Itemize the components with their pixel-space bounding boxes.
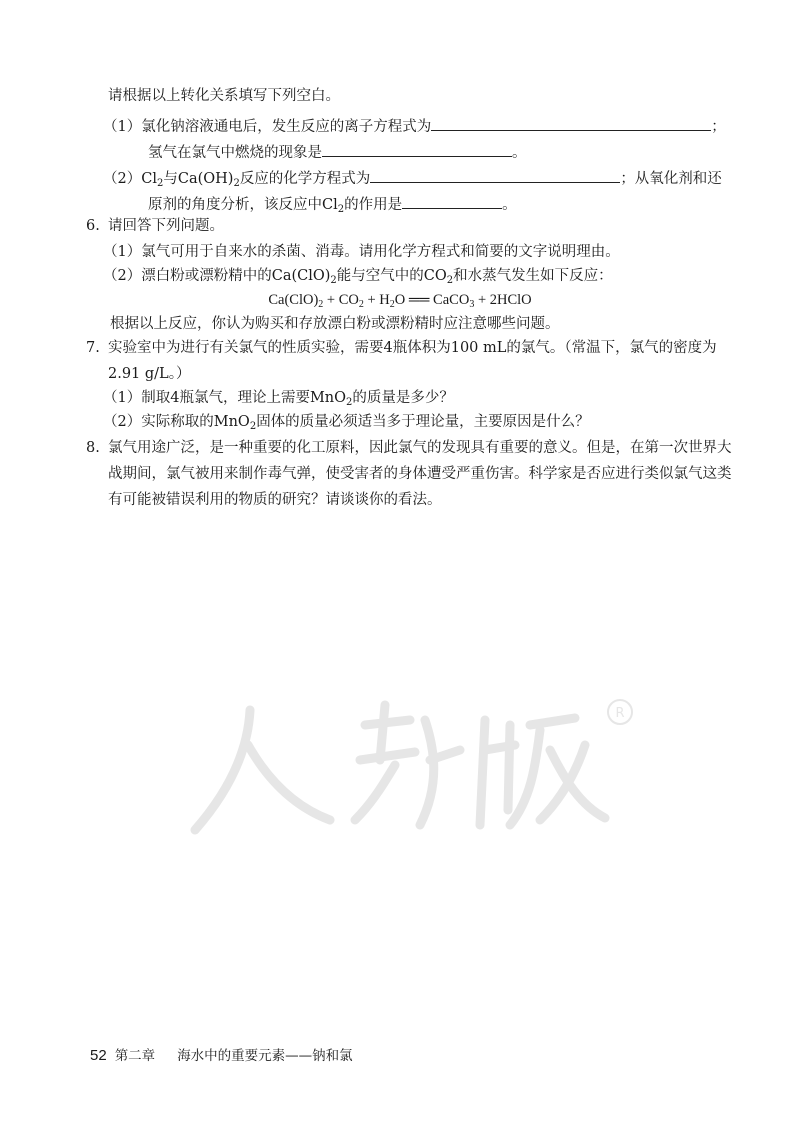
answer-blank-chemical-equation[interactable] — [370, 166, 620, 183]
q6-reaction-equation — [0, 290, 800, 310]
page-footer — [90, 1044, 353, 1064]
answer-blank-combustion-phenomenon[interactable] — [322, 140, 512, 157]
q5-part1-line1 — [103, 114, 726, 137]
q6-part2-text1: （2）漂白粉或漂粉精中的Ca(ClO) — [103, 268, 331, 284]
q8-line3: 有可能被错误利用的物质的研究？请谈谈你的看法。 — [108, 492, 442, 508]
q7-part1 — [103, 388, 454, 408]
q5-part1-period: 。 — [512, 145, 527, 161]
svg-text:R: R — [615, 706, 625, 721]
q5-part2-sub2: 2 — [233, 178, 240, 189]
answer-blank-cl2-role[interactable] — [402, 192, 502, 209]
q7-part2 — [103, 412, 590, 432]
chapter-title: 海水中的重要元素——钠和氯 — [177, 1048, 353, 1064]
publisher-watermark-logo — [180, 690, 640, 840]
q7-part1-text1: （1）制取4瓶氯气，理论上需要MnO — [103, 390, 347, 406]
q5-part1-semicolon: ； — [711, 119, 726, 135]
intro-text: 请根据以上转化关系填写下列空白。 — [108, 88, 340, 104]
q7-part2-sub: 2 — [249, 421, 257, 432]
q7-part1-sub: 2 — [346, 397, 353, 408]
q5-part1-label: （1） — [103, 119, 142, 135]
q8-number: 8. — [86, 440, 100, 456]
q6-part2-sub1: 2 — [330, 275, 337, 286]
q5-part2-line2 — [148, 192, 517, 215]
q8-line2: 战期间，氯气被用来制作毒气弹，使受害者的身体遭受严重伤害。科学家是否应进行类似氯气这类 — [108, 466, 732, 482]
eq-sub4: 3 — [469, 299, 475, 310]
q7-part2-text1: （2）实际称取的MnO — [103, 414, 250, 430]
eq-o-caco: O ══ CaCO — [394, 292, 470, 308]
eq-caclo: Ca(ClO) — [268, 292, 319, 308]
page-number: 52 — [90, 1047, 107, 1064]
eq-co: + CO — [323, 292, 359, 308]
q5-part2-sub3: 2 — [337, 204, 345, 215]
q6-number: 6. — [86, 218, 100, 234]
q7-line2: 2.91 g/L。） — [108, 366, 191, 382]
q7-part2-text2: 固体的质量必须适当多于理论量，主要原因是什么？ — [256, 414, 590, 430]
q5-part2-label: （2） — [103, 171, 142, 187]
q5-part2-caoh: 与Ca(OH) — [163, 171, 234, 187]
q5-part1-text2: 氢气在氯气中燃烧的现象是 — [148, 145, 322, 161]
q7-number: 7. — [86, 340, 100, 356]
eq-hclo: + 2HClO — [474, 292, 532, 308]
q6-part2-text2: 能与空气中的CO — [336, 268, 447, 284]
eq-sub2: 2 — [358, 299, 364, 310]
eq-h: + H — [363, 292, 390, 308]
eq-sub1: 2 — [318, 299, 324, 310]
q6-part2-text3: 和水蒸气发生如下反应： — [453, 268, 613, 284]
q5-part2-text3: 原剂的角度分析，该反应中Cl — [148, 197, 338, 213]
q7-part1-text2: 的质量是多少？ — [352, 390, 454, 406]
q5-part1-text: 氯化钠溶液通电后，发生反应的离子方程式为 — [141, 119, 432, 135]
q5-part2-sub1: 2 — [156, 178, 164, 189]
q8-line1: 氯气用途广泛，是一种重要的化工原料，因此氯气的发现具有重要的意义。但是，在第一次世界大 — [108, 440, 732, 456]
q5-part2-text: 反应的化学方程式为 — [239, 171, 371, 187]
q7-line1: 实验室中为进行有关氯气的性质实验，需要4瓶体积为100 mL的氯气。（常温下，氯气的密度为 — [108, 340, 717, 356]
q6-stem: 请回答下列问题。 — [108, 218, 224, 234]
eq-sub3: 2 — [389, 299, 395, 310]
q5-part2-text2: ；从氧化剂和还 — [620, 171, 722, 187]
q5-part2-text4: 的作用是 — [344, 197, 403, 213]
q6-part2-sub2: 2 — [446, 275, 454, 286]
q5-part2-cl: Cl — [141, 171, 157, 187]
q6-followup: 根据以上反应，你认为购买和存放漂白粉或漂粉精时应注意哪些问题。 — [110, 316, 560, 332]
q5-part1-line2 — [148, 140, 527, 163]
answer-blank-ionic-equation[interactable] — [431, 114, 711, 131]
q6-part2 — [103, 266, 613, 286]
q5-part2-period: 。 — [502, 197, 517, 213]
q6-part1: （1）氯气可用于自来水的杀菌、消毒。请用化学方程式和简要的文字说明理由。 — [103, 244, 620, 260]
q5-part2-line1 — [103, 166, 722, 189]
chapter-label: 第二章 — [114, 1048, 156, 1064]
